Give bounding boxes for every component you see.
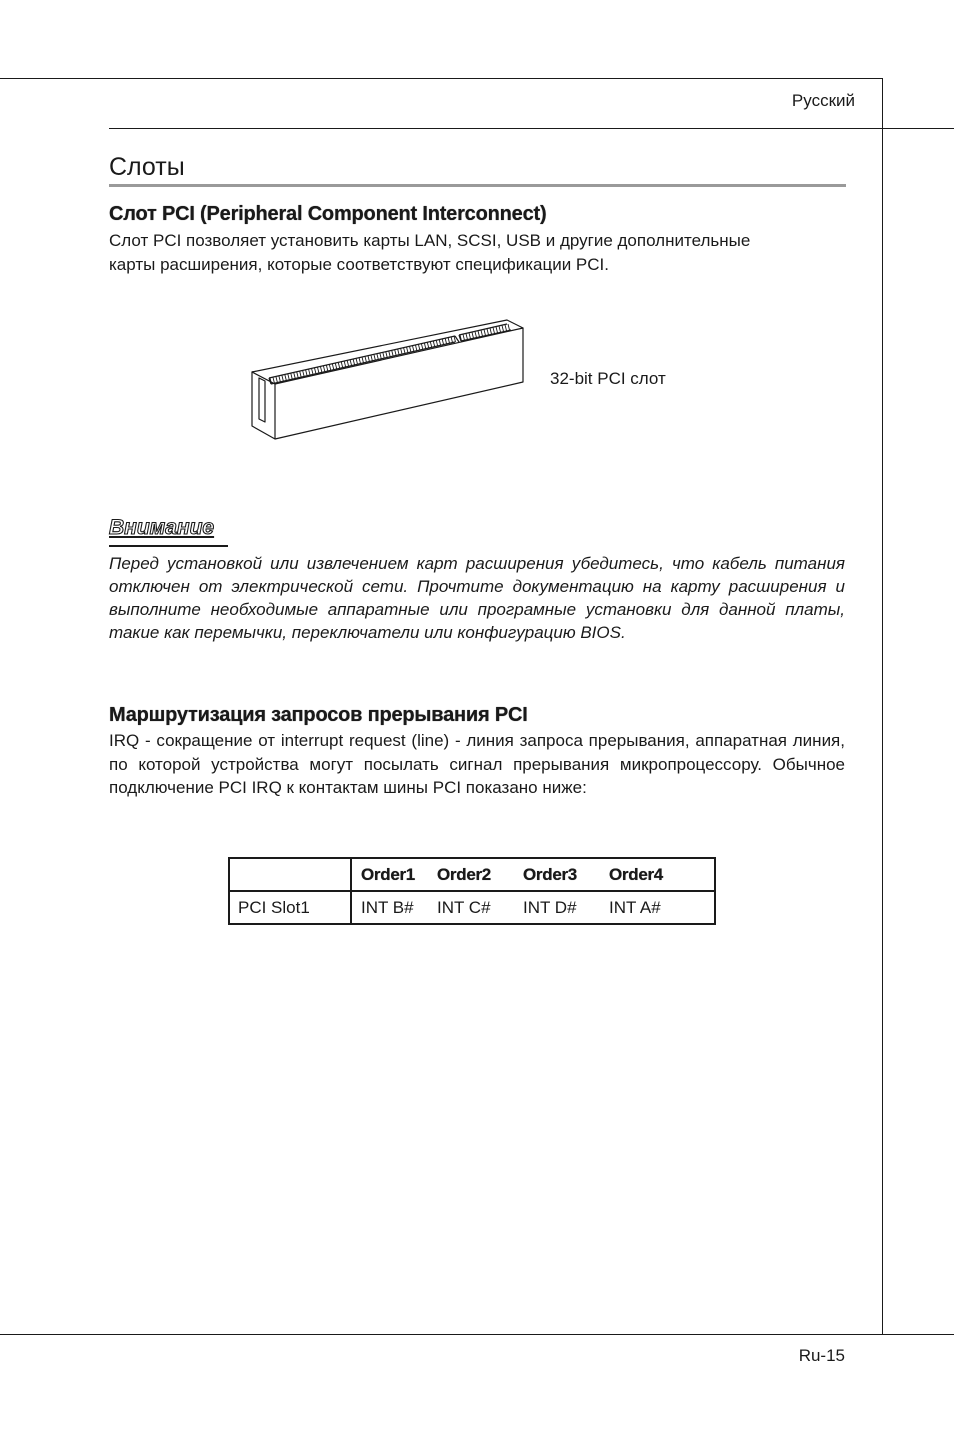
irq-routing-table xyxy=(228,857,716,925)
table-header-cell xyxy=(229,858,351,891)
table-cell: INT A# xyxy=(609,897,661,917)
pci-slot-paragraph xyxy=(109,229,845,276)
table-cell: INT D# xyxy=(523,897,577,917)
table-row xyxy=(229,891,715,924)
page-number: Ru-15 xyxy=(798,1346,845,1365)
table-cell: PCI Slot1 xyxy=(229,891,351,924)
page-title: Слоты xyxy=(109,153,185,181)
irq-routing-paragraph: IRQ - сокращение от interrupt request (line) - линия запроса прерывания, аппаратная линия, по которой устройства могут посылать сигнал прерывания микропроцессору. Обычное подключение PCI IRQ к контактам шины PCI показано ниже: xyxy=(109,731,845,797)
footer-rule xyxy=(0,1334,954,1335)
warning-title: Внимание xyxy=(109,516,215,539)
table-cell: INT C# xyxy=(437,897,491,917)
language-label: Русский xyxy=(791,91,855,110)
irq-routing-heading: Маршрутизация запросов прерывания PCI xyxy=(109,704,528,726)
pci-slot-illustration xyxy=(245,312,535,444)
pci-paragraph-line-1: Слот PCI позволяет установить карты LAN, SCSI, USB и другие дополнительные xyxy=(109,231,751,250)
table-header-row xyxy=(229,858,715,891)
pci-paragraph-line-2: карты расширения, которые соответствуют спецификации PCI. xyxy=(109,254,609,274)
warning-text: Перед установкой или извлечением карт расширения убедитесь, что кабель питания отключен от электрической сети. Прочтите документацию на карту расширения и выполните необходимые аппаратные или програмные установки для данной платы, такие как перемычки, переключатели или конфигурацию BIOS. xyxy=(109,554,845,642)
right-margin-rule xyxy=(882,78,883,1335)
pci-slot-heading: Слот PCI (Peripheral Component Interconnect) xyxy=(109,203,547,225)
header-rule xyxy=(109,128,954,129)
table-header-cell: Order2 xyxy=(437,858,523,891)
title-underline xyxy=(109,184,846,187)
table-header-cell: Order3 xyxy=(523,858,609,891)
table-header-cell: Order1 xyxy=(351,858,437,891)
warning-title-underline xyxy=(109,545,228,547)
top-rule xyxy=(0,78,883,79)
slot-label: 32-bit PCI слот xyxy=(550,369,666,388)
table-cell: INT B# xyxy=(361,897,414,917)
table-header-cell: Order4 xyxy=(609,858,715,891)
